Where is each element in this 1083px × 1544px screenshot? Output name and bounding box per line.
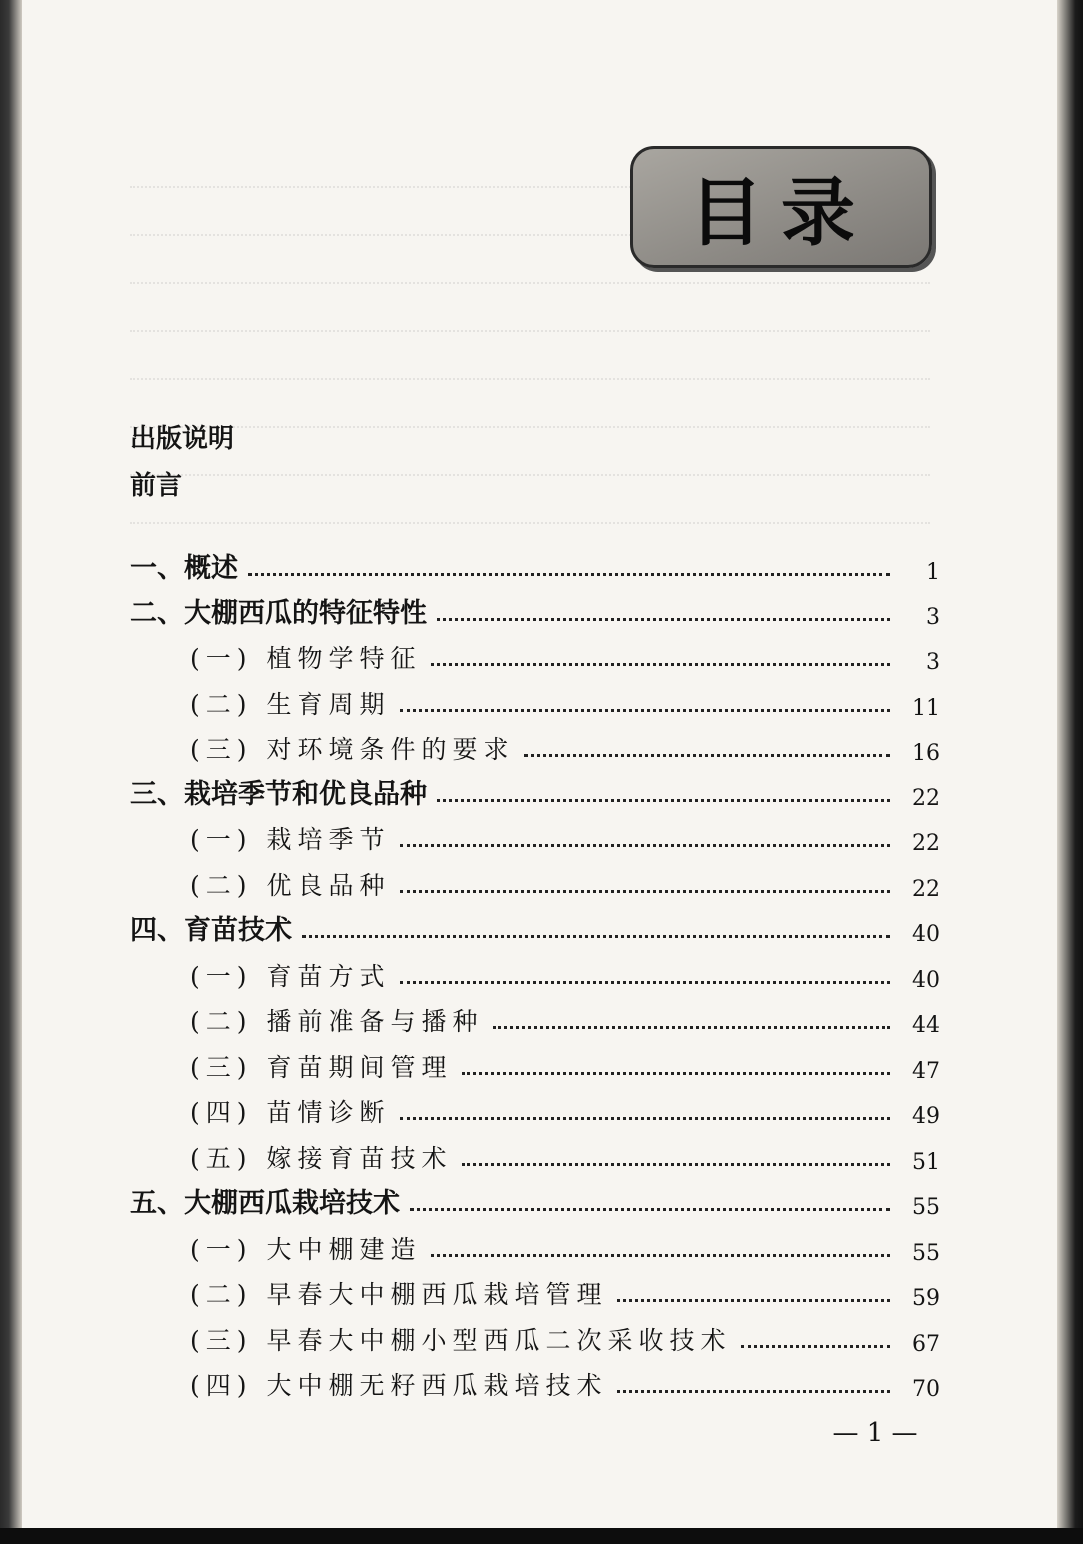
dot-leader bbox=[617, 1390, 890, 1393]
dot-leader bbox=[524, 754, 890, 757]
toc-section-row bbox=[190, 1370, 940, 1402]
dot-leader bbox=[741, 1345, 890, 1348]
toc-entry-title: 三、栽培季节和优良品种 bbox=[130, 779, 427, 810]
toc-entry-title: (二) 生育周期 bbox=[190, 690, 391, 719]
toc-entry-page: 16 bbox=[912, 741, 940, 766]
dot-leader bbox=[410, 1208, 890, 1211]
toc-entry-title: (一) 植物学特征 bbox=[190, 644, 422, 673]
front-matter-preface: 前言 bbox=[130, 471, 183, 501]
toc-entry-title: (二) 播前准备与播种 bbox=[190, 1007, 484, 1036]
dot-leader bbox=[248, 573, 890, 576]
toc-entry-page: 70 bbox=[912, 1377, 940, 1402]
title-banner bbox=[630, 146, 932, 268]
toc-entry-page: 3 bbox=[926, 650, 940, 675]
toc-entry-page: 1 bbox=[926, 560, 940, 585]
toc-section-row bbox=[190, 1052, 940, 1084]
toc-entry-title: 二、大棚西瓜的特征特性 bbox=[130, 598, 427, 629]
toc-entry-title: 五、大棚西瓜栽培技术 bbox=[130, 1188, 400, 1219]
toc-entry-title: (四) 大中棚无籽西瓜栽培技术 bbox=[190, 1371, 608, 1400]
page-bottom-shadow bbox=[0, 1528, 1083, 1544]
toc-section-row bbox=[190, 1097, 940, 1129]
dot-leader bbox=[462, 1163, 890, 1166]
front-matter-publication-note: 出版说明 bbox=[130, 424, 235, 454]
toc-entry-page: 40 bbox=[912, 968, 940, 993]
dot-leader bbox=[462, 1072, 890, 1075]
toc-chapter-row bbox=[130, 915, 940, 947]
toc-entry-title: 一、概述 bbox=[130, 553, 238, 584]
toc-entry-page: 47 bbox=[912, 1059, 940, 1084]
toc-entry-title: (三) 育苗期间管理 bbox=[190, 1053, 453, 1082]
toc-chapter-row bbox=[130, 779, 940, 811]
toc-entry-title: (三) 早春大中棚小型西瓜二次采收技术 bbox=[190, 1326, 732, 1355]
toc-section-row bbox=[190, 870, 940, 902]
toc-section-row bbox=[190, 643, 940, 675]
toc-chapter-row bbox=[130, 553, 940, 585]
page-title: 目录 bbox=[689, 170, 873, 256]
dot-leader bbox=[400, 844, 890, 847]
dot-leader bbox=[617, 1299, 890, 1302]
toc-section-row bbox=[190, 689, 940, 721]
dot-leader bbox=[400, 709, 890, 712]
toc-entry-page: 22 bbox=[912, 786, 940, 811]
toc-chapter-row bbox=[130, 1188, 940, 1220]
page-number: — 1 — bbox=[832, 1418, 918, 1448]
dot-leader bbox=[437, 799, 890, 802]
toc-entry-title: (三) 对环境条件的要求 bbox=[190, 735, 515, 764]
dot-leader bbox=[431, 663, 890, 666]
toc-entry-title: (一) 育苗方式 bbox=[190, 962, 391, 991]
dot-leader bbox=[493, 1026, 890, 1029]
page-left-shadow bbox=[0, 0, 22, 1544]
dot-leader bbox=[437, 618, 890, 621]
dot-leader bbox=[400, 890, 890, 893]
toc-section-row bbox=[190, 1325, 940, 1357]
toc-entry-page: 55 bbox=[912, 1241, 940, 1266]
toc-entry-title: 四、育苗技术 bbox=[130, 915, 292, 946]
toc-entry-title: (四) 苗情诊断 bbox=[190, 1098, 391, 1127]
dot-leader bbox=[302, 935, 890, 938]
toc-section-row bbox=[190, 961, 940, 993]
toc-entry-title: (一) 大中棚建造 bbox=[190, 1235, 422, 1264]
toc-section-row bbox=[190, 734, 940, 766]
toc-entry-title: (一) 栽培季节 bbox=[190, 825, 391, 854]
dot-leader bbox=[431, 1254, 890, 1257]
toc-entry-page: 3 bbox=[926, 605, 940, 630]
toc-entry-page: 44 bbox=[912, 1013, 940, 1038]
dot-leader bbox=[400, 981, 890, 984]
toc-entry-title: (五) 嫁接育苗技术 bbox=[190, 1144, 453, 1173]
toc-entry-page: 49 bbox=[912, 1104, 940, 1129]
toc-section-row bbox=[190, 1006, 940, 1038]
toc-entry-page: 11 bbox=[912, 696, 940, 721]
toc-entry-page: 59 bbox=[912, 1286, 940, 1311]
toc-entry-page: 55 bbox=[912, 1195, 940, 1220]
toc-entry-page: 51 bbox=[912, 1150, 940, 1175]
dot-leader bbox=[400, 1117, 890, 1120]
page-right-shadow bbox=[1057, 0, 1083, 1544]
toc-section-row bbox=[190, 1234, 940, 1266]
toc-entry-title: (二) 早春大中棚西瓜栽培管理 bbox=[190, 1280, 608, 1309]
toc-section-row bbox=[190, 824, 940, 856]
toc-entry-page: 22 bbox=[912, 831, 940, 856]
toc-entry-title: (二) 优良品种 bbox=[190, 871, 391, 900]
toc-entry-page: 67 bbox=[912, 1332, 940, 1357]
toc-entry-page: 22 bbox=[912, 877, 940, 902]
toc-section-row bbox=[190, 1143, 940, 1175]
toc-chapter-row bbox=[130, 598, 940, 630]
toc-entry-page: 40 bbox=[912, 922, 940, 947]
toc-section-row bbox=[190, 1279, 940, 1311]
